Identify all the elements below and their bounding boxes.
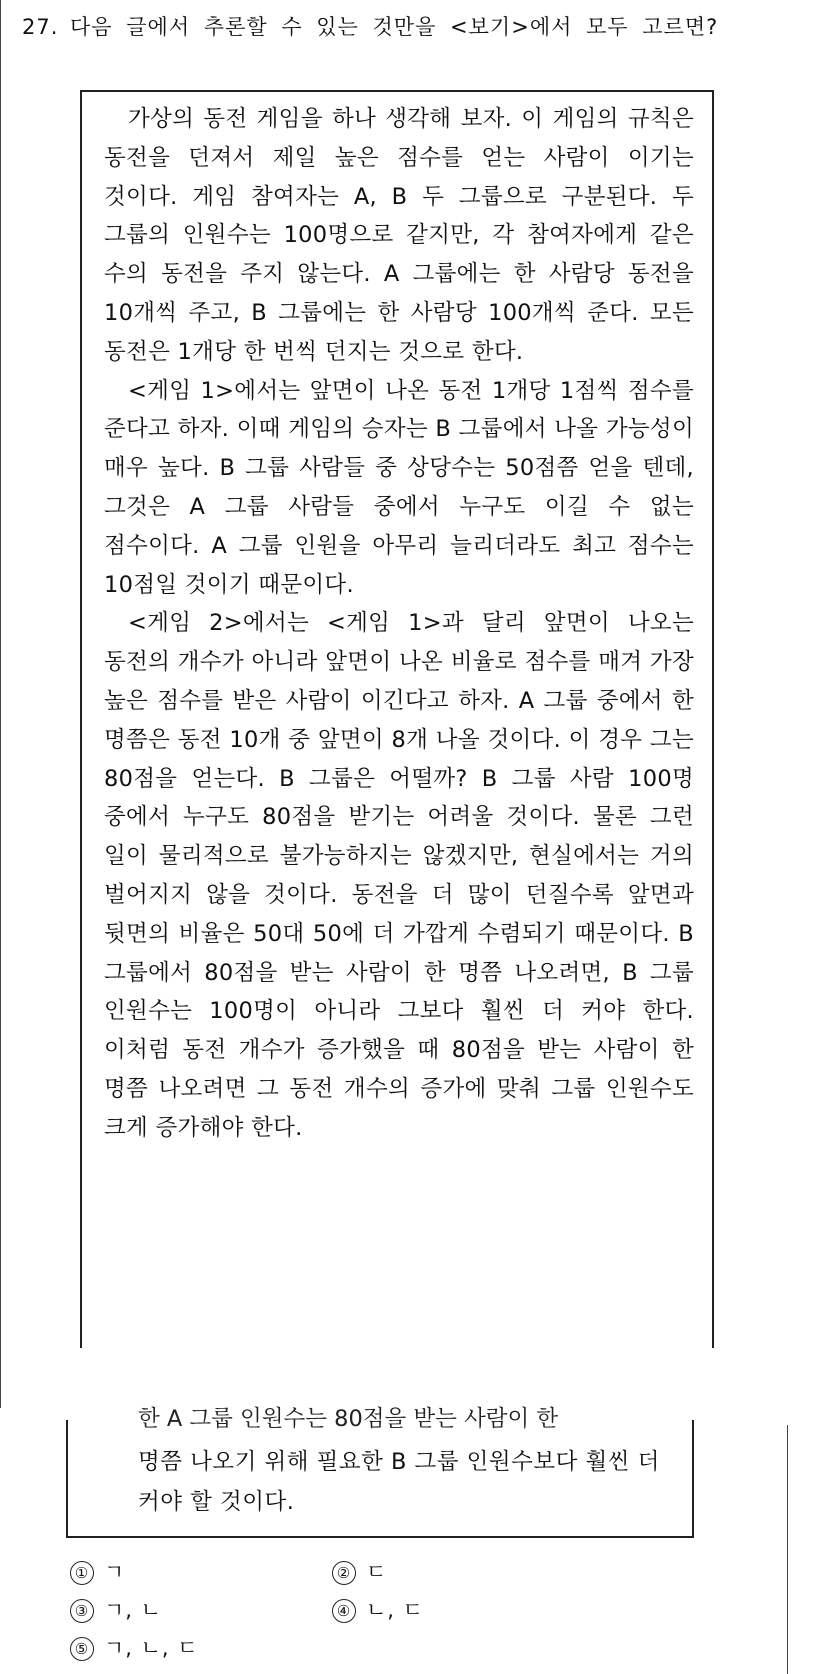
choice-5[interactable] bbox=[70, 1632, 199, 1662]
choice-5-marker: ⑤ bbox=[70, 1637, 94, 1661]
choice-4[interactable] bbox=[332, 1594, 424, 1624]
question-stem bbox=[22, 14, 782, 40]
passage-paragraph-3: <게임 2>에서는 <게임 1>과 달리 앞면이 나오는 동전의 개수가 아니라 앞면이 나온 비율로 점수를 매겨 가장 높은 점수를 받은 사람이 이긴다고 하자. A 그룹 중에서 한 명쯤은 동전 10개 중 앞면이 8개 나올 것이다. 이 경우 그는 80점을 얻는다. B 그룹은 어떨까? B 그룹 사람 100명 중에서 누구도 80점을 받기는 어려울 것이다. 물론 그런 일이 물리적으로 불가능하지는 않겠지만, 현실에서는 거의 벌어지지 않을 것이다. 동전을 더 많이 던질수록 앞면과 뒷면의 비율은 50대 50에 더 가깝게 수렴되기 때문이다. B 그룹에서 80점을 받는 사람이 한 명쯤 나오려면, B 그룹 인원수는 100명이 아니라 그보다 훨씬 더 커야 한다. 이처럼 동전 개수가 증가했을 때 80점을 받는 사람이 한 명쯤 나오려면 그 동전 개수의 증가에 맞춰 그룹 인원수도 크게 증가해야 한다. bbox=[104, 610, 694, 1141]
choice-3-text: ㄱ, ㄴ bbox=[104, 1598, 162, 1622]
page-right-rule bbox=[787, 1425, 788, 1674]
bogi-box bbox=[66, 1406, 694, 1538]
question-number: 27. bbox=[22, 15, 59, 39]
choice-2-marker: ② bbox=[332, 1561, 356, 1585]
passage bbox=[104, 100, 694, 1148]
choice-4-text: ㄴ, ㄷ bbox=[366, 1598, 424, 1622]
page-left-rule bbox=[0, 0, 1, 1408]
choice-4-marker: ④ bbox=[332, 1599, 356, 1623]
bogi-cut-line: 한 A 그룹 인원수는 80점을 받는 사람이 한 bbox=[138, 1406, 559, 1432]
choice-2-text: ㄷ bbox=[366, 1560, 388, 1584]
question-text: 다음 글에서 추론할 수 있는 것만을 <보기>에서 모두 고르면? bbox=[70, 15, 719, 39]
choice-3[interactable] bbox=[70, 1594, 162, 1624]
passage-box bbox=[80, 90, 714, 1348]
choice-1[interactable] bbox=[70, 1556, 125, 1586]
choice-1-marker: ① bbox=[70, 1561, 94, 1585]
passage-paragraph-1: 가상의 동전 게임을 하나 생각해 보자. 이 게임의 규칙은 동전을 던져서 제일 높은 점수를 얻는 사람이 이기는 것이다. 게임 참여자는 A, B 두 그룹으로 구분된다. 두 그룹의 인원수는 100명으로 같지만, 각 참여자에게 같은 수의 동전을 주지 않는다. A 그룹에는 한 사람당 동전을 10개씩 주고, B 그룹에는 한 사람당 100개씩 준다. 모든 동전은 1개당 한 번씩 던지는 것으로 한다. bbox=[104, 106, 694, 365]
choice-3-marker: ③ bbox=[70, 1599, 94, 1623]
choice-1-text: ㄱ bbox=[104, 1560, 126, 1584]
bogi-text: 명쯤 나오기 위해 필요한 B 그룹 인원수보다 훨씬 더 커야 할 것이다. bbox=[138, 1449, 660, 1515]
choice-5-text: ㄱ, ㄴ, ㄷ bbox=[104, 1636, 199, 1660]
choice-2[interactable] bbox=[332, 1556, 387, 1586]
passage-paragraph-2: <게임 1>에서는 앞면이 나온 동전 1개당 1점씩 점수를 준다고 하자. 이때 게임의 승자는 B 그룹에서 나올 가능성이 매우 높다. B 그룹 사람들 중 상당수는 50점쯤 얻을 텐데, 그것은 A 그룹 사람들 중에서 누구도 이길 수 없는 점수이다. A 그룹 인원을 아무리 늘리더라도 최고 점수는 10점일 것이기 때문이다. bbox=[104, 377, 694, 598]
